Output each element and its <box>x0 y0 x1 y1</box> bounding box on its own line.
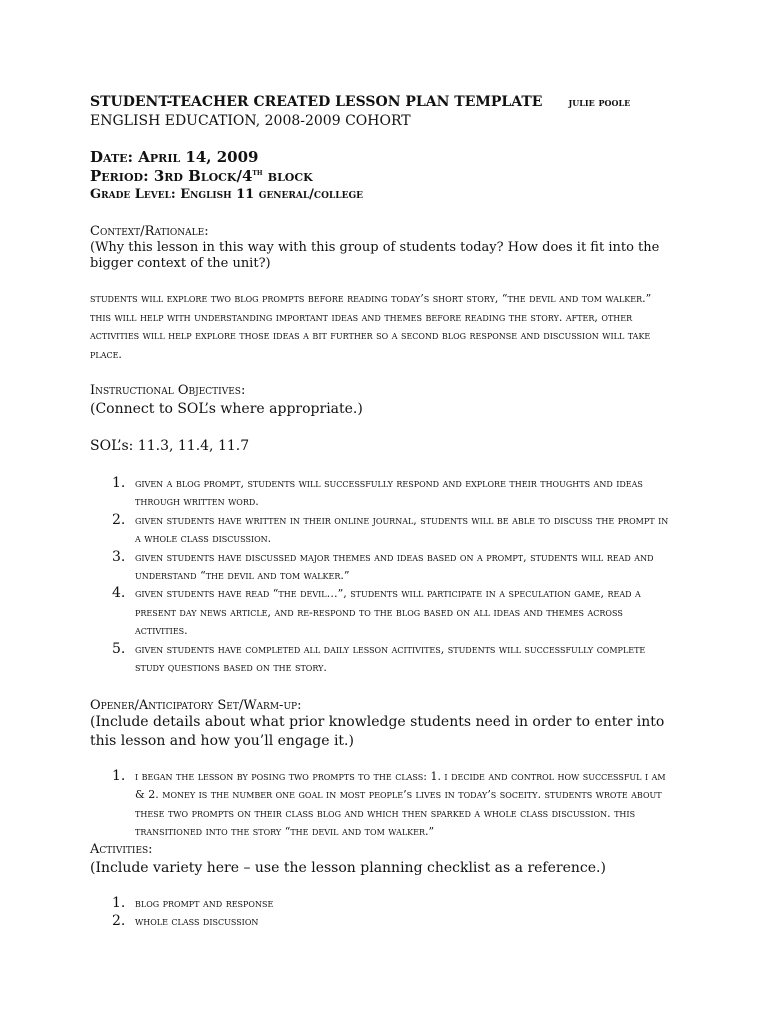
list-number: 4. <box>112 585 126 602</box>
context-heading: Context/Rationale: <box>90 224 209 239</box>
lesson-date: Date: April 14, 2009 <box>90 148 259 166</box>
list-text: given students have discussed major themes and ideas based on a prompt, students will read and understand “the devil and tom walker.” <box>135 550 654 583</box>
context-prompt: (Why this lesson in this way with this group of students today? How does it fit into the bigger context of the unit?) <box>90 240 660 271</box>
list-number: 2. <box>112 913 126 930</box>
objectives-prompt: (Connect to SOL’s where appropriate.) <box>90 401 363 417</box>
list-item <box>112 549 677 586</box>
list-item <box>112 768 677 842</box>
list-text: given students have completed all daily lesson acitivites, students will successfully complete study questions based on the story. <box>135 642 646 675</box>
activities-heading: Activities: <box>90 842 153 857</box>
list-text: given students have written in their online journal, students will be able to discuss the prompt in a whole class discussion. <box>135 513 669 546</box>
list-text: blog prompt and response <box>135 897 274 910</box>
list-text: whole class discussion <box>135 915 259 929</box>
sol-list: SOL’s: 11.3, 11.4, 11.7 <box>90 438 250 454</box>
list-number: 5. <box>112 640 126 657</box>
list-item <box>112 585 677 640</box>
document-title: STUDENT-TEACHER CREATED LESSON PLAN TEMPLATE <box>90 94 543 110</box>
list-number: 1. <box>112 475 126 491</box>
list-text: given students have read “the devil…”, students will participate in a speculation game, read a present day news article, and re-respond to the blog based on all ideas and themes across activities. <box>135 587 641 638</box>
list-number: 1. <box>112 768 126 784</box>
lesson-period-text: Period: 3rd Block/4th block <box>90 167 313 185</box>
list-number: 2. <box>112 511 126 528</box>
author-name: julie poole <box>568 96 631 109</box>
list-item <box>112 895 677 913</box>
list-item <box>112 512 677 549</box>
list-text: i began the lesson by posing two prompts to the class: 1. i decide and control how successful i am & 2. money is the number one goal in most people’s lives in today’s soceity. students wrote about these two prompts on their class blog and which then sparked a whole class discussion. this transitioned into the story “the devil and tom walker.” <box>135 770 666 839</box>
context-body: students will explore two blog prompts before reading today’s short story, “the devil and tom walker.” this will help with understanding important ideas and themes before reading the story. after, other activities will help explore those ideas a bit further so a second blog response and discussion will take place. <box>90 292 652 361</box>
lesson-period <box>90 167 313 185</box>
activities-list <box>112 895 677 932</box>
opener-list <box>112 768 677 842</box>
objectives-list <box>112 475 677 677</box>
list-item <box>112 913 677 931</box>
list-number: 1. <box>112 895 126 911</box>
document-title-line <box>90 94 630 110</box>
activities-prompt: (Include variety here – use the lesson planning checklist as a reference.) <box>90 860 606 876</box>
grade-level: Grade Level: English 11 general/college <box>90 187 363 202</box>
objectives-heading: Instructional Objectives: <box>90 383 246 398</box>
list-number: 3. <box>112 548 126 565</box>
list-item <box>112 641 677 678</box>
list-item <box>112 475 677 512</box>
list-text: given a blog prompt, students will successfully respond and explore their thoughts and ideas through written word. <box>135 477 643 509</box>
cohort-line: ENGLISH EDUCATION, 2008-2009 COHORT <box>90 113 411 129</box>
opener-heading: Opener/Anticipatory Set/Warm-up: <box>90 698 302 713</box>
opener-prompt: (Include details about what prior knowledge students need in order to enter into this lesson and how you’ll engage it.) <box>90 714 665 749</box>
